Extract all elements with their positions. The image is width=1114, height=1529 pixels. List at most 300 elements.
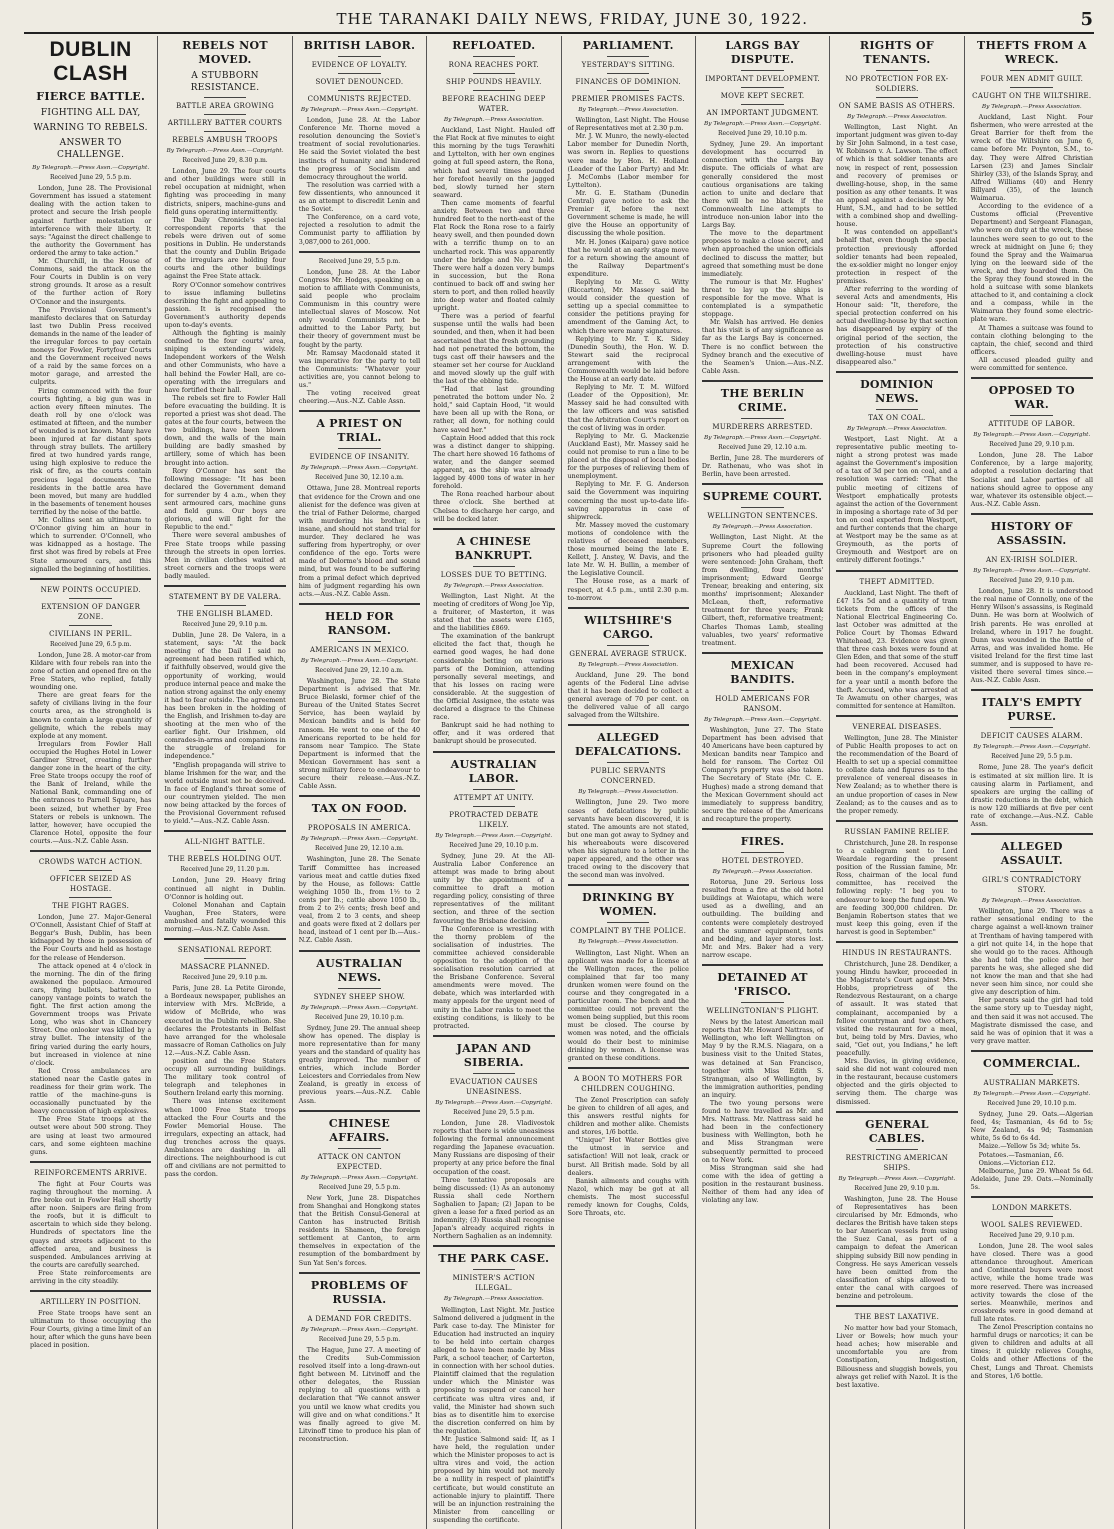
headline-rule [741, 87, 783, 88]
article-paragraph: Wellington, Last Night. The House of Representatives met at 2.30 p.m. [567, 116, 689, 133]
article-paragraph: London, June 28. At the Labor Conference Mr. Thorne moved a resolution denouncing the Soviet's treatment of social revolutionaries. He said the Soviet violated the best instincts of humanity and hindered the progress of Socialism and democracy throughout the world. [298, 116, 421, 181]
article-paragraph: The rebels set fire to Fowler Hall before evacuating the building. It is reported a priest was shot dead. The gates at the four courts, between the two buildings, have been blown down, and the walls of the main building are badly smashed by artillery, some of which has been brought into action. [164, 393, 286, 467]
article-dateline: Received June 29, 9.10 p.m. [989, 441, 1075, 449]
article-paragraph: Rome, June 28. The year's deficit is estimated at six million lire. It is causing alarm in Parliament, and speakers are urging the calling of drastic reductions in the debt, which is now 120 milliards at five per cent rate of exchange.—Aus.-N.Z. Cable Assn. [970, 763, 1093, 829]
article-deck: ARTILLERY BATTER COURTS [167, 119, 283, 127]
article-deck: EVIDENCE OF LOYALTY. [311, 61, 408, 69]
article-paragraph: According to the evidence of a Customs official (Preventive Department) and Sergeant Flanagan, who were on duty at the wreck, these launches were seen to go out to the wreck at midnight on June 6; they found the Spray and the Waimarua lying on the leeward side of the wreck, and they boarded them. On the Spray they found stowed in the hold a suitcase with some blankets attached to it, and containing a clock and a compass, while in the Waimarua they found some electric-plate ware. [970, 202, 1093, 324]
article-paragraph: After referring to the wording of several Acts and amendments, His Honour said: "It, therefore, the special protection conferred on his actual dwelling-house by that section has disappeared by expiry of the original period of the section, the protection of his constructive dwelling-house must have disappeared also." [836, 284, 958, 366]
article-deck: SYDNEY SHEEP SHOW. [313, 992, 406, 1001]
article-paragraph: Sydney, June 29. Oats.—Algerian feed, 4s; Tasmanian, 4s 6d to 5s; New Zealand, 4s 9d; Tasmanian white, 5s 6d to 6s 4d. [970, 1110, 1093, 1143]
article-deck: RONA REACHES PORT. [448, 61, 539, 69]
article-paragraph: All accused pleaded guilty and were committed for sentence. [970, 355, 1093, 372]
article [30, 38, 151, 573]
article-paragraph: Dublin, June 28. De Valera, in a statement, says: "At the back meeting of the Dail I said no agreement had been ratified which, if faithfully observed, would give the opportunity of working, would produce internal peace and make the nation strong against the only enemy it had to fear outside. The agreement has been broken in the holding of the English, and Irishmen to-day are shooting at the men who of the earlier fight. Our Irishmen, old comrades-in-arms and companions in the struggle of Ireland for independence." [164, 631, 286, 761]
article-headline: A STUBBORN RESISTANCE. [190, 71, 260, 93]
article-byline: By Telegraph.—Press Association. [847, 114, 947, 120]
article-dateline: Received June 29, 10.10 p.m. [449, 841, 539, 849]
headline-rule [338, 819, 380, 820]
article-paragraph: Christchurch, June 28. Dendiker, a young Hindu hawker, proceeded in the Magistrate's Court against Mrs. Hobbs, proprietress of the Rendezvous Restaurant, on a charge of assault. It was stated that complainant, accompanied by a fellow countryman and two others, visited the restaurant for a meal, but, being told by Mrs. Davies, who said, "Get out, you Indians," he left peacefully. [836, 959, 958, 1057]
article-paragraph: Auckland, Last Night. Hauled off the Flat Rock at five minutes to eight this morning by the tugs Terawhiti and Lyttelton, with her own engines going at full speed astern, the Rona, which had several times pounded her forefoot heavily on the jagged bed, slowly turned her stern seaward. [433, 126, 555, 199]
story-separator [836, 371, 957, 373]
headline-rule [876, 409, 918, 410]
article-paragraph: The examination of the bankrupt elicited the fact that, though he earned good wages, he had done considerable betting on various parts of the Dominion, attending personally several meetings, and that his losses on racing were considerable. At the suggestion of the Official Assignee, the estate was declared a disgrace to the Chinese race. [433, 632, 555, 722]
article-deck: DEFICIT CAUSES ALARM. [980, 732, 1083, 741]
article-byline: By Telegraph.—Press Assn.—Copyright. [704, 121, 822, 127]
article-dateline: Received June 29, 5.5 p.m. [49, 174, 132, 182]
article-dateline: Received June 29, 9.10 p.m. [989, 577, 1075, 585]
column-2 [158, 36, 292, 1529]
story-separator [568, 724, 689, 726]
article-paragraph: Maize.—Yellow 5s 3d; white 5s. [978, 1142, 1081, 1151]
article [299, 1279, 420, 1443]
article-paragraph: London, June 28. Vladivostok reports that there is wide uneasiness following the formal announcement regarding the Japanese evacuation. Many Russians are disposing of their property at any price before the final occupation of the coast. [433, 1119, 555, 1176]
headline-rule [607, 73, 649, 74]
article-paragraph: Sydney, June 29. At the All-Australia Labor Conference an attempt was made to bring about unity by the appointment of a committee to draft a motion regarding policy, consisting of three representatives of the militant section, and three of the section favouring the Brisbane decision. [433, 851, 555, 925]
article [433, 535, 554, 746]
story-separator [164, 830, 285, 832]
article-paragraph: Colonel Monahan and Captain Vaughan, Free Staters, were ambushed and fatally wounded this morning.—Aus.-N.Z. Cable Assn. [164, 900, 286, 933]
article-headline: ALLEGED ASSAULT. [1000, 840, 1063, 868]
story-separator [836, 820, 957, 822]
article-byline: By Telegraph.—Press Assn.—Copyright. [300, 1174, 418, 1181]
article-byline: By Telegraph.—Press Association. [847, 425, 947, 432]
article-deck: YESTERDAY'S SITTING. [581, 61, 675, 69]
article-byline: By Telegraph.—Press Assn.—Copyright. [704, 716, 822, 723]
article [568, 39, 689, 602]
story-separator [836, 570, 957, 572]
article-paragraph: Free State reinforcements are arriving in the city steadily. [30, 1268, 152, 1285]
headline-rule [473, 566, 515, 567]
article-paragraph: The Rona reached harbour about three o'clock. She berthed at Chelsea to discharge her cargo, and will be docked later. [433, 490, 555, 523]
article-paragraph: The Zenol Prescription can safely be given to children of all ages, and this answers restful nights for children and mother alike. Chemists and stores, 1/6 bottle. [567, 1095, 689, 1137]
article-deck: AN EX-IRISH SOLDIER. [985, 555, 1078, 564]
article [568, 1074, 689, 1217]
article [836, 378, 957, 565]
article-paragraph: The resolution was carried with a few dissentients, who announced it as an attempt to discredit Lenin and the Soviet. [298, 180, 421, 214]
article-headline: THE PARK CASE. [438, 1252, 550, 1266]
article-headline: COMMERCIAL. [983, 1056, 1081, 1070]
article [299, 417, 420, 598]
article-headline: OPPOSED TO WAR. [988, 384, 1075, 412]
article [30, 585, 151, 845]
article-headline: ANSWER TO CHALLENGE. [57, 138, 125, 160]
article-dateline: Received June 29, 9.10 p.m. [989, 1232, 1075, 1239]
story-separator [299, 1110, 420, 1112]
article-paragraph: The Free State troops at the outset were about 500 strong. They are using at least two armoured cars, and some eighteen machine guns. [30, 1115, 152, 1156]
article [299, 39, 420, 246]
article-paragraph: The House rose, as a mark of respect, at 4.5 p.m., until 2.30 p.m. to-morrow. [567, 577, 689, 602]
article-deck: FINANCES OF DOMINION. [575, 78, 681, 86]
article-paragraph: The Daily Chronicle's special correspondent reports that the rebels were driven out of some positions in Dublin. He understands that the county and Dublin Brigade of the irregulars are holding four courts and the other buildings against the Free State attack. [164, 215, 286, 281]
headline-rule [1010, 415, 1053, 416]
article-headline: LARGS BAY DISPUTE. [725, 39, 800, 66]
article-dateline: Received June 29, 10.10 p.m. [718, 130, 808, 138]
article-paragraph: There are great fears for the safety of civilians living in the four courts area, as the stronghold is known to contain a large quantity of gelignite, which the rebels may explode at any moment. [30, 691, 152, 740]
article-byline: By Telegraph.—Press Assn.—Copyright. [973, 567, 1091, 574]
article [433, 1042, 554, 1241]
article-deck: SENSATIONAL REPORT. [177, 946, 273, 955]
article-paragraph: London, June 28. It is understood the real name of Connolly, one of the Henry Wilson's assassins, is Reginald Dunn. He was born at Woolwich of Irish parents. He was enrolled at Ireland, where in 1917 he fought. Dunn was wounded in the Battle of Arras, and was invalided home. He visited Ireland for the first time last summer, and is supposed to have re-visited there several times since.—Aus.-N.Z. Cable Assn. [970, 587, 1093, 685]
story-separator [30, 850, 151, 852]
article-deck: STATEMENT BY DE VALERA. [168, 592, 282, 601]
column-1 [24, 36, 158, 1529]
headline-rule [338, 1310, 380, 1311]
article [971, 696, 1093, 828]
article-byline: By Telegraph.—Press Association. [981, 104, 1082, 110]
article-headline: REBELS NOT MOVED. [182, 39, 268, 66]
article-dateline: Received June 29, 6.5 p.m. [49, 640, 132, 648]
article-deck: NO PROTECTION FOR EX-SOLDIERS. [845, 75, 949, 93]
article [971, 1203, 1093, 1380]
article-dateline: Received June 29, 12.10 a.m. [315, 666, 404, 674]
headline-rule [69, 870, 111, 871]
article-deck: LONDON MARKETS. [991, 1204, 1072, 1212]
article [164, 39, 285, 580]
headline-rule [607, 90, 649, 91]
article-deck: A DEMAND FOR CREDITS. [307, 1314, 412, 1323]
article [702, 835, 823, 959]
article-paragraph: Ottawa, June 28. Montreal reports that evidence for the Crown and one alienist for the defence was given at the trial of Father Delorme, charged with murdering his brother, is insane, and should not stand trial for murder. They declared he was suffering from hypertrophy, or over confidence of the ego. Torts were made of Delorme's blood and sound mind, but was found to be suffering from a primal defect which deprived him of judgment regarding his own acts.—Aus.-N.Z. Cable Assn. [298, 484, 421, 598]
article [299, 1117, 420, 1267]
article-byline: By Telegraph.—Press Assn.—Copyright. [300, 107, 418, 113]
article-deck: THEFT ADMITTED. [859, 577, 935, 586]
article-byline: By Telegraph.—Press Association. [443, 582, 544, 589]
article-paragraph: London, June 29. The four courts and other buildings were still in rebel occupation at midnight, when fighting was proceeding in many districts, snipers, machine-guns and field guns operating intermittently. [164, 167, 286, 216]
story-separator [568, 1067, 689, 1069]
article-headline: HISTORY OF ASSASSIN. [990, 519, 1073, 547]
article-paragraph: London, June 27. Major-General O'Connell, Assistant Chief of Staff at Beggar's Bush, Dublin, has been kidnapped by those in possession of the Four Courts and held as hostage for the release of Henderson. [30, 913, 152, 962]
story-separator [971, 377, 1093, 379]
article [299, 802, 420, 944]
article-byline: By Telegraph.—Press Association. [443, 1296, 544, 1303]
article-paragraph: "Had that last grounding penetrated the bottom under No. 2 hold," said Captain Hood, "it would have been all up with the Rona, or rather, all down, for nothing could have saved her." [433, 385, 555, 434]
article-dateline: Received June 29, 11.20 p.m. [180, 866, 270, 874]
story-separator [702, 964, 823, 966]
headline-rule [1010, 727, 1053, 728]
article-deck: TAX ON COAL. [868, 413, 926, 422]
article-paragraph: London, June 28. At the Labor Congress Mr. Hodges, speaking on a motion to affiliate with Communists, said people who proclaim Communism in this country were intellectual slaves of Moscow. Not only would Communists not be admitted to the Labor Party, but their theory of government must be fought by the party. [298, 267, 421, 349]
story-separator [299, 251, 420, 253]
article-byline: By Telegraph.—Press Assn.—Copyright. [300, 1326, 418, 1333]
article-paragraph: Wellington, June 29. Two more cases of defalcations by public servants have been discovered, it is stated. The amounts are not stated, but one man got away to Sydney and his whereabouts were discovered when his signature to a letter in the paper appeared, and the other was traced owing to the discovery that the second man was involved. [567, 798, 689, 880]
headline-rule [338, 90, 380, 91]
article-deck: HINDUS IN RESTAURANTS. [842, 948, 952, 957]
article [30, 1297, 151, 1349]
article-paragraph: The rumour is that Mr. Hughes' threat to lay up the ships is responsible for the move. What is contemplated is a sympathetic stoppage. [701, 277, 824, 319]
article-deck: CROWDS WATCH ACTION. [38, 858, 143, 867]
article-paragraph: London, June 28. The Labor Conference, by a large majority, adopted a resolution declaring that Socialist and Labor parties of all nations should agree to oppose any war, whatever its ostensible object.—Aus.-N.Z. Cable Assn. [970, 451, 1093, 508]
article-paragraph: Wellington, Last Night. At the Supreme Court the following prisoners who had pleaded guilty were sentenced: John Graham, theft from dwelling, four months' imprisonment; Edward George Trenear, breaking and entering, six months' imprisonment; Alexander McLean, theft, reformative treatment for three years; Frank Gilbert, theft, reformative treatment; Charles Thomas Lamb, stealing valuables, two years' reformative treatment. [701, 533, 824, 647]
headline-rule [607, 922, 649, 923]
article [702, 387, 823, 478]
article-paragraph: The Conference, on a card vote, rejected a resolution to admit the Communist party to affiliation by 3,087,000 to 261,000. [298, 213, 421, 246]
article [702, 39, 823, 375]
headline-rule [338, 641, 380, 642]
column-3 [293, 36, 427, 1529]
article [164, 945, 285, 1178]
article [971, 840, 1093, 1045]
story-separator [836, 1111, 957, 1113]
article-dateline: Received June 29, 9.10 p.m. [854, 1184, 940, 1192]
article-headline: A PRIEST ON TRIAL. [316, 417, 403, 445]
article-paragraph: Three tentative proposals are being discussed: (1) As an autonomy Russia shall cede Northern Saghalien to Japan; (2) Japan to be given a lease for a fixed period as an indemnity; (3) Russia shall recognise Japan's already acquired rights in Northern Saghalien as an indemnity. [433, 1175, 555, 1241]
article-deck: EVACUATION CAUSES UNEASINESS. [449, 1077, 538, 1096]
article-deck: THE ENGLISH BLAMED. [177, 609, 273, 618]
article-paragraph: Mr. Ramsay Macdonald stated it was imperative for the party to tell the Communists: "Whatever your activities are, you cannot belong to us." [298, 348, 421, 389]
story-separator [702, 380, 823, 382]
article-headline: PROBLEMS OF RUSSIA. [310, 1278, 408, 1306]
article-deck: ARTILLERY IN POSITION. [40, 1298, 142, 1307]
article-deck: BATTLE AREA GROWING [176, 102, 275, 110]
article-paragraph: Firing commenced with the four courts fighting, a big gun was in action every fifteen minutes. The death roll by one o'clock was estimated at fifteen, and the number of wounded is not known. Many have been injured at far distant spots through stray bullets. The artillery fired at two hundred yards range, using high explosive to reduce the risk of fire, as the courts contain precious legal documents. The residents in the battle area have been moved, but many are huddled in the basements of tenement houses terrified by the noise of the battle. [30, 386, 152, 516]
headline-rule [741, 418, 783, 419]
article-paragraph: Auckland, June 29. The bond agents of the Federal Line advise that it has been decided to collect a general average of 70 per cent. on the delivered value of all cargo salvaged from the Wiltshire. [567, 670, 689, 720]
article-deck: IMPORTANT DEVELOPMENT. [705, 75, 820, 83]
article-deck: NEW POINTS OCCUPIED. [40, 585, 141, 594]
article-paragraph: Wellington, Last Night. An important judgment was given to-day by Sir John Salmond, in a test case, W. Robinson v. A. Lawson. The effect of which is that soldier tenants are now, in respect of rent, possession and recovery of premises or dwelling-house, shop, in the same position as any other tenants. It was an appeal against a decision by Mr. Hunt, S.M., and had to be settled with a combined shop and dwelling-house. [836, 123, 958, 229]
article-dateline: Received June 29, 5.5 p.m. [318, 1335, 401, 1343]
article-paragraph: Wellington, June 28. The Minister of Public Health proposes to act on the recommendation of the Board of Health to set up a special committee to collate data and figures as to the prevalence of venereal diseases in New Zealand; as to whether there is an undue proportion of cases in New Zealand; as to the causes and as to the proper remedy. [836, 733, 958, 815]
article-headline: SUPREME COURT. [702, 490, 823, 504]
headline-rule [338, 1148, 380, 1149]
article-deck: MINISTER'S ACTION ILLEGAL. [452, 1274, 536, 1293]
article [568, 891, 689, 1061]
article-headline: THEFTS FROM A WRECK. [976, 39, 1087, 66]
article-deck: GENERAL AVERAGE STRUCK. [569, 649, 687, 658]
article [433, 1252, 554, 1524]
headline-rule [204, 850, 246, 851]
headline-rule [338, 448, 380, 449]
article-headline: DRINKING BY WOMEN. [582, 891, 675, 919]
article-paragraph: Potatoes.—Tasmanian, £6. [978, 1150, 1064, 1159]
article-paragraph: Free State troops have sent an ultimatum to those occupying the Four Courts, giving a time limit of an hour, after which the guns have been placed in position. [30, 1309, 152, 1350]
article [836, 39, 957, 366]
article-deck: HOLD AMERICANS FOR RANSOM. [715, 694, 810, 713]
headline-rule [204, 97, 246, 98]
story-separator [971, 689, 1093, 691]
article-paragraph: Replying to Mr. T. M. Wilford (Leader of the Opposition), Mr. Massey said he had consulted with the law officers and was satisfied that the Arbitration Court's report on the cost of living was in order. [567, 383, 689, 432]
article-paragraph: Washington, June 28. The Senate Tariff Committee has increased various meat and cattle duties fixed by the House, as follows: Cattle weighing 1050 lb., from 1½ to 2 cents per lb.; cattle above 1050 lb., from 2 to 2½ cents; fresh beef and veal, from 2 to 3 cents, and sheep and goats were fixed at 2 dollars per head, instead of 1 cent per lb.—Aus.-N.Z. Cable Assn. [298, 855, 421, 945]
article-byline: By Telegraph.—Press Association. [578, 661, 679, 668]
article-paragraph: Mr. Walsh has arrived. He denies that his visit is of any significance as far as the Largs Bay is concerned. There is no conflict between the Sydney branch and the executive of the Seamen's Union.—Aus.-N.Z. Cable Assn. [701, 318, 824, 375]
article-deck: AUSTRALIAN MARKETS. [983, 1078, 1081, 1087]
story-separator [164, 938, 285, 940]
article-paragraph: Auckland, Last Night. Four fishermen, who were arrested at the Great Barrier for theft from the wreck of the Wiltshire on June 6, came before Mr. Poynton, S.M., to-day. They were Alfred Christian Larsen (23) and James Sinclair Shirley (33), of the Islands Spray, and Alfred Williams (40) and Henry Billyard (35), of the launch Waimarua. [970, 113, 1093, 203]
article-deck: RESTRICTING AMERICAN SHIPS. [845, 1153, 949, 1172]
headline-rule [473, 1073, 515, 1074]
masthead-title: THE TARANAKI DAILY NEWS, FRIDAY, JUNE 30, 1922. [336, 10, 808, 28]
article-deck: EVIDENCE OF INSANITY. [309, 453, 410, 462]
article [971, 384, 1093, 508]
article-paragraph: Although the fighting is mainly confined to the four courts' area, sniping is extending widely. Independent workers of the Welsh and other Communists, who have a hall behind the Fowler Hall, are co-operating with the irregulars and have fortified their hall. [164, 329, 286, 394]
article-paragraph: Miss Strangman said she had come with the idea of getting a position in the restaurant business. Neither of them had any idea of violating any law. [701, 1163, 824, 1205]
article-paragraph: Replying to Mr. G. Witty (Riccarton), Mr. Massey said he would consider the question of setting up a special committee to consider the petitions praying for amendment of the Gaming Act, to which there were many signatures. [567, 277, 689, 335]
article-paragraph: Christchurch, June 28. In response to a cablegram sent to Lord Weardale regarding the present position of the Russian famine, Mr. Ross, chairman of the local fund committee, has received the following reply: "I beg you to endeavour to keep the fund open. We are feeding 300,000 children. Dr. Benjamin Robertson states that we must keep this going, even if the harvest is good in September." [836, 838, 958, 936]
article-paragraph: London, June 28. The Provisional Government has issued a statement dealing with the action taken to protect and secure the Irish people against further molestation or interference with their liberty. It says: "Against the direct challenge to the authority the Government has ordered the army to take action." [30, 184, 152, 257]
article-headline: JAPAN AND SIBERIA. [456, 1041, 532, 1069]
article-paragraph: Wellington, June 29. There was a rather sensational ending to the charge against a well-known trainer at Trentham of having tampered with a girl not quite 14, in the hope that she would go to the races. Although she had told the police and her parents he was, she alleged she did not know the man and that she had never seen him since, nor could she give any description of him. [970, 907, 1093, 997]
article-paragraph: The voting received great cheering.—Aus.-N.Z. Cable Assn. [298, 389, 421, 406]
story-separator [971, 513, 1093, 515]
article-headline: THE BERLIN CRIME. [720, 386, 805, 414]
article-deck: THE BEST LAXATIVE. [854, 1313, 940, 1322]
headline-rule [473, 56, 515, 57]
column-7 [830, 36, 964, 1529]
column-4 [427, 36, 561, 1529]
article-deck: PUBLIC SERVANTS CONCERNED. [590, 767, 666, 786]
article-deck: HOTEL DESTROYED. [721, 857, 804, 865]
article-headline: PARLIAMENT. [582, 39, 674, 52]
article-deck: EXTENSION OF DANGER ZONE. [41, 602, 141, 621]
article [702, 490, 823, 646]
headline-rule [1010, 87, 1053, 88]
page-number: 5 [1080, 8, 1094, 30]
story-separator [433, 528, 554, 530]
article-paragraph: Mr. J. W. Munro, the newly-elected Labor member for Dunedin North, was sworn in. Replies to questions were made by Hon. H. Holland (Leader of the Labor Party) and Mr. J. McCombs (Labor member for Lyttelton). [567, 132, 689, 189]
headline-rule [473, 1269, 515, 1270]
article-headline: MEXICAN BANDITS. [730, 658, 795, 686]
article-deck: SOVIET DENOUNCED. [315, 78, 404, 86]
article-paragraph: It was contended on appellant's behalf that, even though the special protection previously afforded soldier tenants had been repealed, the ex-soldier might no longer enjoy protection in respect of the premises. [836, 228, 958, 285]
article-paragraph: Berlin, June 28. The murderers of Dr. Rathenau, who was shot in Berlin, have been arrested. [701, 454, 824, 479]
article-headline: ITALY'S EMPTY PURSE. [981, 696, 1082, 724]
article [971, 1057, 1093, 1191]
article-deck: SHIP POUNDS HEAVILY. [446, 78, 542, 86]
article-deck: OFFICER SEIZED AS HOSTAGE. [49, 875, 132, 894]
article-deck: A BOON TO MOTHERS FOR CHILDREN COUGHING. [574, 1074, 683, 1093]
headline-rule [741, 104, 783, 105]
article-byline: By Telegraph.—Press Association. [578, 107, 679, 113]
article-deck: CIVILIANS IN PERIL. [49, 629, 133, 638]
article-dateline: Received June 29, 9.10 p.m. [182, 974, 268, 982]
article-headline: BRITISH LABOR. [303, 39, 416, 52]
headline-rule [473, 789, 515, 790]
headline-rule [338, 73, 380, 74]
article-paragraph: position and the Free Staters occupy all surrounding buildings. The military took control of telegraph and telephones in Southern Ireland early this morning. [164, 1057, 286, 1098]
story-separator [971, 833, 1093, 835]
article-deck: LOSSES DUE TO BETTING. [440, 570, 547, 579]
article-deck: PROPOSALS IN AMERICA. [307, 824, 411, 833]
article-deck: AN IMPORTANT JUDGMENT. [706, 109, 819, 117]
article-deck: WOOL SALES REVIEWED. [981, 1221, 1083, 1229]
article-byline: By Telegraph.—Press Association. [578, 789, 679, 796]
article [299, 957, 420, 1105]
article-paragraph: Auckland, Last Night. The theft of £47 15s 5d and a quantity of tram tickets from the offices of the National Electrical Engineering Co. last October was admitted at the Police Court by Thomas Edward Whitehead, 23. Evidence was given that three cash boxes were found at Glen Eden, and that some of the stuff had been recovered. Accused had been in the company's employment for a year until a month before the theft. Accused, who was arrested at Te Awamutu on other charges, was committed for sentence at Hamilton. [836, 588, 958, 710]
article-paragraph: Washington, June 27. The State Department has been advised that 40 Americans have been captured by Mexican bandits near Tampico and held for ransom. The Cortez Oil Company's property was also taken. The Secretary of State (Mr. C. E. Hughes) made a strong demand that the Mexican Government should act immediately to suppress banditry, secure the release of the Americans and recapture the property. [701, 725, 824, 823]
headline-rule [741, 70, 783, 71]
newspaper-columns [24, 36, 1099, 1524]
story-separator [30, 1161, 151, 1163]
article-byline: By Telegraph.—Press Assn.—Copyright. [300, 465, 418, 472]
article-dateline: Received June 29, 5.5 p.m. [991, 753, 1073, 761]
article-byline: By Telegraph.—Press Assn.—Copyright. [300, 836, 418, 843]
article-paragraph: Red Cross ambulances are stationed near the Castle gates in readiness for their grim work. The rattle of the machine-guns is occasionally punctuated by the heavy concussion of high explosives. [30, 1066, 152, 1116]
story-separator [568, 884, 689, 886]
headline-rule [473, 806, 515, 807]
article-deck: MOVE KEPT SECRET. [720, 92, 805, 100]
article-headline: FIGHTING ALL DAY, [40, 108, 141, 118]
article-byline: By Telegraph.—Press Association. [443, 117, 544, 123]
article-headline: AUSTRALIAN NEWS. [316, 956, 403, 984]
article [299, 610, 420, 791]
article-headline: ALLEGED DEFALCATIONS. [575, 731, 682, 759]
article [164, 592, 285, 825]
article-headline: TAX ON FOOD. [311, 802, 408, 816]
headline-rule [338, 988, 380, 989]
headline-rule [69, 598, 111, 599]
article-paragraph: The Zenol Prescription contains no harmful drugs or narcotics; it can be given to children and adults at all times; it quickly relieves Coughs, Colds and other Affections of the Chest, Lungs and Throat. Chemists and Stores, 1/6 bottle. [970, 1323, 1093, 1380]
article-byline: By Telegraph.—Press Assn.—Copyright. [300, 657, 418, 664]
article-byline: By Telegraph.—Press Assn.—Copyright. [166, 148, 284, 154]
article [836, 1312, 957, 1389]
article-byline: By Telegraph.—Press Assn.—Copyright. [32, 165, 150, 171]
article-paragraph: Replying to Mr. G. Mackenzie (Auckland East), Mr. Massey said he could not promise to run a line to be placed at the disposal of local bodies for the purposes of relieving them of unemployment. [567, 431, 689, 481]
article-deck: MASSACRE PLANNED. [180, 963, 270, 972]
article-deck: PREMIER PROMISES FACTS. [571, 95, 685, 103]
article-headline: FIRES. [740, 835, 785, 848]
story-separator [164, 585, 285, 587]
article-paragraph: Mrs. Davies, in giving evidence, said she did not want coloured men in the restaurant, because customers objected and the girls objected to serving them. The charge was dismissed. [836, 1057, 958, 1106]
story-separator [971, 1050, 1093, 1052]
article-paragraph: There were several ambushes of Free State troops while passing through the streets in open lorries. Men in civilian clothes waited at street corners and the troops were badly mauled. [164, 531, 286, 580]
article-headline: WARNING TO REBELS. [33, 123, 148, 133]
article-byline: By Telegraph.—Press Association. [712, 524, 813, 531]
article-paragraph: Bankrupt said he had nothing to offer, and it was ordered that bankrupt should be prosecuted. [433, 721, 555, 746]
story-separator [299, 603, 420, 605]
article-deck: ALL-NIGHT BATTLE. [184, 838, 266, 847]
article-paragraph: Melbourne, June 29. Wheat 5s 6d. Adelaide, June 29. Oats.—Nominally 5s. [970, 1166, 1093, 1191]
article-headline: HELD FOR RANSOM. [325, 609, 394, 637]
article-dateline: Received June 30, 12.10 a.m. [315, 474, 404, 482]
column-5 [562, 36, 696, 1529]
article-deck: REBELS AMBUSH TROOPS [172, 136, 278, 144]
headline-rule [1010, 1216, 1053, 1217]
article-byline: By Telegraph.—Press Assn.—Copyright. [435, 1099, 553, 1106]
article-deck: ON SAME BASIS AS OTHERS. [838, 102, 956, 110]
article-deck: THE FIGHT RAGES. [52, 902, 130, 911]
article-headline: FIERCE BATTLE. [36, 90, 146, 103]
article-headline: GENERAL CABLES. [865, 1117, 929, 1145]
article-paragraph: Onions.—Victorian £12. [978, 1158, 1056, 1167]
story-separator [702, 652, 823, 654]
article-paragraph: There was a period of fearful suspense until the walls had been sounded, and then, when it had been ascertained that the fresh grounding had not penetrated the bottom, the tugs cast off their hawsers and the steamer set her course for Auckland and moved slowly up the gulf with the last of the ebbing tide. [433, 312, 555, 385]
article-headline: DETAINED AT 'FRISCO. [717, 971, 808, 999]
article-deck: WELLINGTON SENTENCES. [707, 512, 818, 521]
story-separator [299, 1272, 420, 1274]
article-dateline: Received June 29, 5.5 p.m. [318, 1183, 401, 1191]
article-paragraph: Banish ailments and coughs with Nazol, which may be got at all chemists. The most successful remedy known for Coughs, Colds, Sore Throats, etc. [567, 1176, 689, 1218]
article [836, 1118, 957, 1300]
article-headline: RIGHTS OF TENANTS. [859, 39, 934, 66]
article-paragraph: Then came moments of fearful anxiety. Between two and three hundred feet to the north-east of the Flat Rock the Rona rose to a fairly heavy swell, and then pounded down with a terrific thump on to an uncharted rock. This was apparently under the bridge and No. 2 hold. There were half a dozen very bumps in succession, but the Rona continued to back off and swing her stern to port, and then rolled heavily into deep water and floated calmly upright. [433, 198, 555, 313]
article-byline: By Telegraph.—Press Assn.—Copyright. [973, 432, 1091, 439]
article-byline: By Telegraph.—Press Association. [578, 939, 679, 946]
article-paragraph: Her parents said the girl had told the same story up to Tuesday night, and then said it was not accused. The Magistrate dismissed the case, and said he was of opinion that it was a very grave matter. [970, 996, 1093, 1045]
article-deck: ATTITUDE OF LABOR. [988, 420, 1076, 429]
story-separator [299, 410, 420, 412]
headline-rule [876, 1149, 918, 1150]
article-paragraph: London, June 29. Heavy firing continued all night in Dublin. O'Connor is holding out. [164, 876, 286, 901]
headline-rule [69, 625, 111, 626]
article [971, 39, 1093, 372]
article [836, 948, 957, 1106]
headline-rule [741, 852, 783, 853]
headline-rule [607, 762, 649, 763]
headline-rule [876, 70, 918, 71]
article-paragraph: Mr. Collins sent an ultimatum to O'Connor giving him an hour in which to surrender. O'Connell, who was kidnapped as a hostage. The first shot was fired by rebels at Free State armoured cars, and this signalled the beginning of hostilities. [30, 516, 152, 573]
story-separator [299, 795, 420, 797]
